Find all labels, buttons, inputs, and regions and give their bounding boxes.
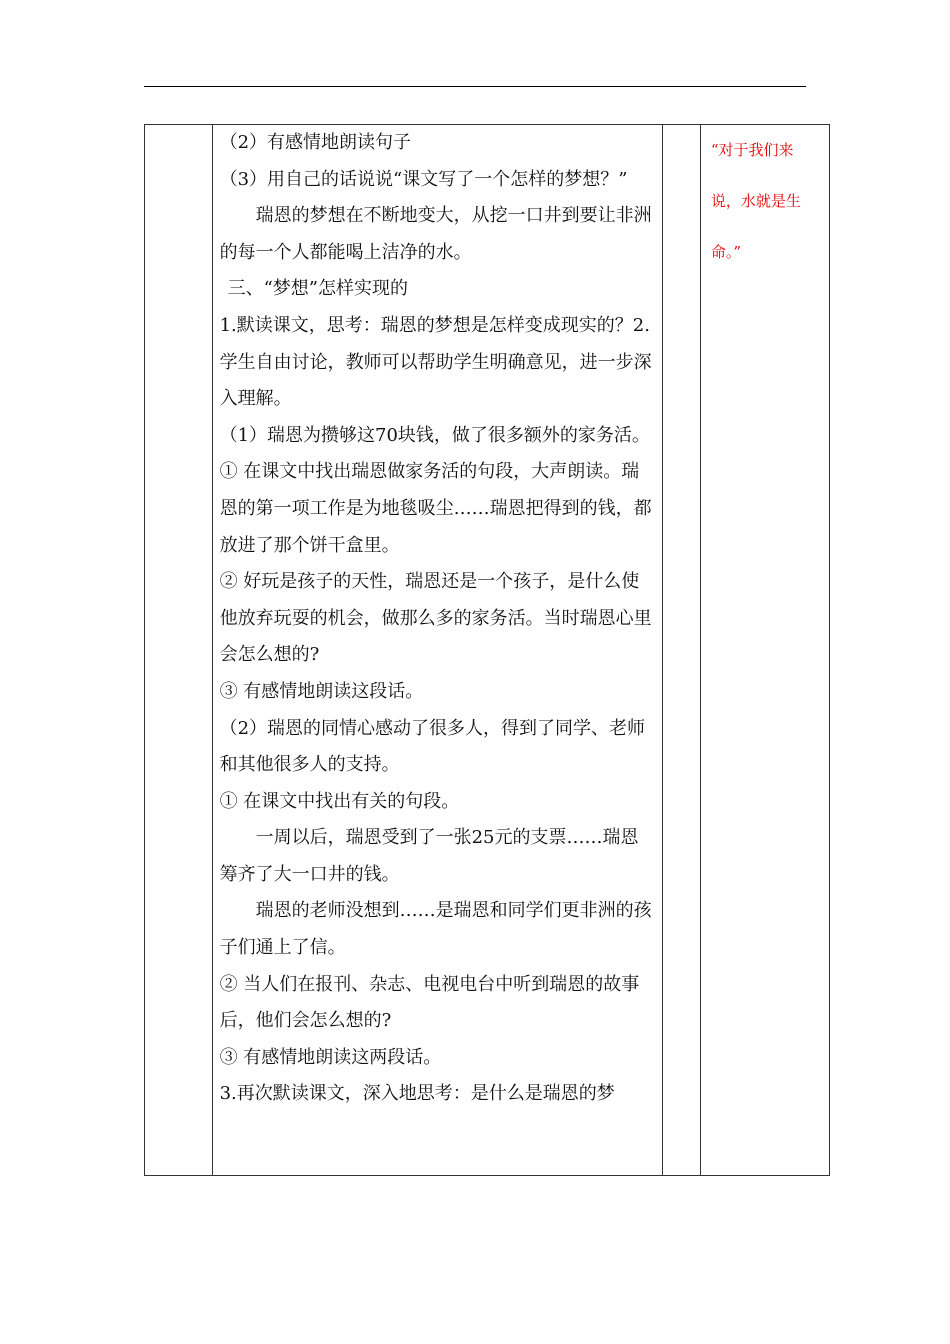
annotation-cell	[700, 125, 829, 1176]
lesson-plan-table	[144, 124, 830, 1176]
content-line-15: ③ 有感情地朗读这两段话。	[219, 1046, 442, 1068]
content-line-16: 3.再次默读课文，深入地思考：是什么是瑞恩的梦	[219, 1083, 615, 1105]
content-line-12: 一周以后，瑞恩受到了一张25元的支票……瑞恩筹齐了大一口井的钱。	[219, 827, 639, 885]
content-line-13: 瑞恩的老师没想到……是瑞恩和同学们更非洲的孩子们通上了信。	[219, 900, 652, 959]
header-rule	[144, 86, 806, 87]
content-line-10: （2）瑞恩的同情心感动了很多人，得到了同学、老师和其他很多人的支持。	[219, 717, 646, 776]
content-line-1: （2）有感情地朗读句子	[219, 132, 412, 153]
teaching-content-cell	[212, 125, 662, 1176]
annotation-note	[701, 125, 829, 278]
content-line-2: （3）用自己的话说说“课文写了一个怎样的梦想？”	[219, 168, 628, 190]
content-line-14: ② 当人们在报刊、杂志、电视电台中听到瑞恩的故事后，他们会怎么想的?	[219, 973, 640, 1032]
content-line-9: ③ 有感情地朗读这段话。	[219, 680, 424, 702]
content-line-11: ① 在课文中找出有关的句段。	[219, 790, 460, 812]
teaching-content	[213, 125, 662, 1113]
section-heading: 三、“梦想”怎样实现的	[227, 278, 408, 300]
annotation-text: “对于我们来说，水就是生命。”	[710, 141, 801, 261]
table-row	[145, 125, 830, 1176]
blank-narrow-cell	[662, 125, 700, 1176]
content-line-3: 瑞恩的梦想在不断地变大，从挖一口井到要让非洲的每一个人都能喝上洁净的水。	[219, 205, 652, 263]
content-line-8: ② 好玩是孩子的天性，瑞恩还是一个孩子，是什么使他放弃玩耍的机会，做那么多的家务活。当时瑞恩心里会怎么想的?	[219, 571, 652, 666]
blank-left-cell	[145, 125, 213, 1176]
content-line-7: ① 在课文中找出瑞恩做家务活的句段，大声朗读。瑞恩的第一项工作是为地毯吸尘……瑞恩把得到的钱，都放进了那个饼干盒里。	[219, 461, 652, 556]
content-line-5: 1.默读课文，思考：瑞恩的梦想是怎样变成现实的？2.学生自由讨论，教师可以帮助学生明确意见，进一步深入理解。	[219, 314, 652, 410]
content-line-6: （1）瑞恩为攒够这70块钱，做了很多额外的家务活。	[219, 424, 650, 446]
